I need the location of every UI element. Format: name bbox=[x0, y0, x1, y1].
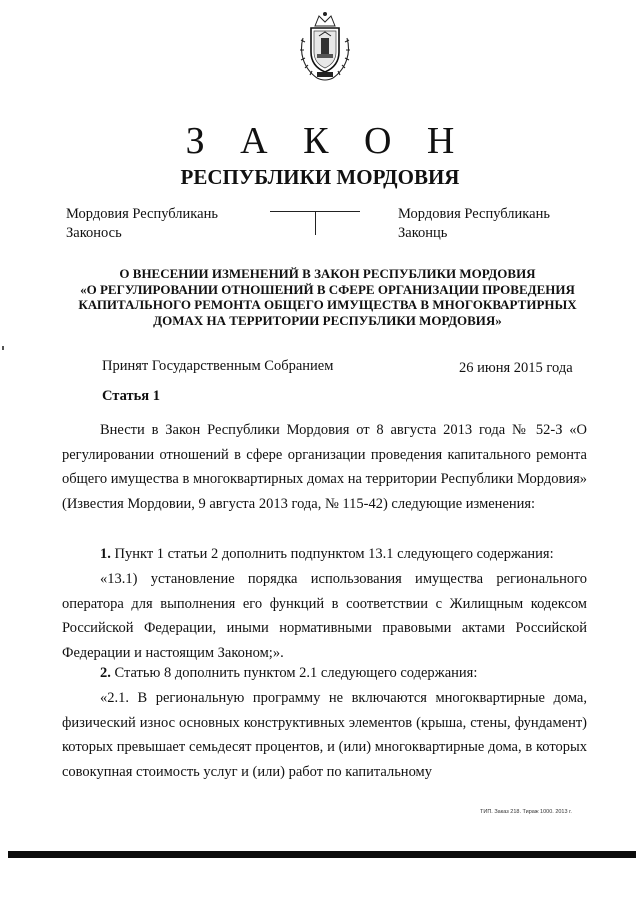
heading-line: КАПИТАЛЬНОГО РЕМОНТА ОБЩЕГО ИМУЩЕСТВА В МНОГОКВАРТИРНЫХ bbox=[78, 297, 577, 312]
item-number: 1. bbox=[100, 546, 111, 562]
item-text: Пункт 1 статьи 2 дополнить подпунктом 13.1 следующего содержания: bbox=[110, 546, 554, 562]
paragraph bbox=[62, 542, 587, 567]
print-mark: ТИП. Заказ 218. Тираж 1000. 2013 г. bbox=[480, 809, 572, 815]
scan-edge-bar bbox=[8, 851, 636, 858]
scan-speck bbox=[2, 346, 4, 350]
paragraph: Внести в Закон Республики Мордовия от 8 августа 2013 года № 52-З «О регулировании отношений в сфере организации проведения капитального ремонта общего имущества в многоквартирных домах на территории Республики Мордовия» (Известия Мордовии, 9 августа 2013 года, № 115-42) следующие изменения: bbox=[62, 422, 587, 512]
header-right-block bbox=[398, 205, 550, 243]
law-title: З А К О Н bbox=[185, 120, 468, 162]
law-heading bbox=[60, 266, 595, 328]
adoption-date: 26 июня 2015 года bbox=[459, 360, 573, 376]
paragraph: «13.1) установление порядка использования имущества регионального оператора для выполнения его функций в соответствии с Жилищным кодексом Российской Федерации, иными нормативными правовыми актами Российской Федерации и настоящим Законом;». bbox=[62, 571, 587, 661]
item-number: 2. bbox=[100, 665, 111, 681]
heading-line: ДОМАХ НА ТЕРРИТОРИИ РЕСПУБЛИКИ МОРДОВИЯ» bbox=[153, 312, 502, 328]
header-right-line: Мордовия Республикань bbox=[398, 206, 550, 222]
header-left-line: Законось bbox=[66, 225, 122, 241]
heading-line: О ВНЕСЕНИИ ИЗМЕНЕНИЙ В ЗАКОН РЕСПУБЛИКИ МОРДОВИЯ bbox=[119, 266, 536, 281]
article-title: Статья 1 bbox=[102, 388, 160, 404]
paragraph bbox=[62, 661, 587, 686]
header-left-line: Мордовия Республикань bbox=[66, 206, 218, 222]
coat-of-arms-emblem bbox=[295, 8, 355, 86]
adopted-by: Принят Государственным Собранием bbox=[102, 358, 334, 374]
paragraph: «2.1. В региональную программу не включаются многоквартирные дома, физический износ основных конструктивных элементов (крыша, стены, фундамент) которых превышает семьдесят процентов, и (или) многоквартирные дома, в которых совокупная стоимость услуг и (или) работ по капитальному bbox=[62, 690, 587, 780]
item-text: Статью 8 дополнить пунктом 2.1 следующего содержания: bbox=[110, 665, 478, 681]
header-left-block bbox=[66, 205, 218, 243]
law-subtitle: РЕСПУБЛИКИ МОРДОВИЯ bbox=[180, 165, 460, 189]
header-divider-stem bbox=[315, 211, 316, 235]
header-right-line: Законць bbox=[398, 225, 448, 241]
heading-line: «О РЕГУЛИРОВАНИИ ОТНОШЕНИЙ В СФЕРЕ ОРГАНИЗАЦИИ ПРОВЕДЕНИЯ bbox=[80, 281, 575, 297]
